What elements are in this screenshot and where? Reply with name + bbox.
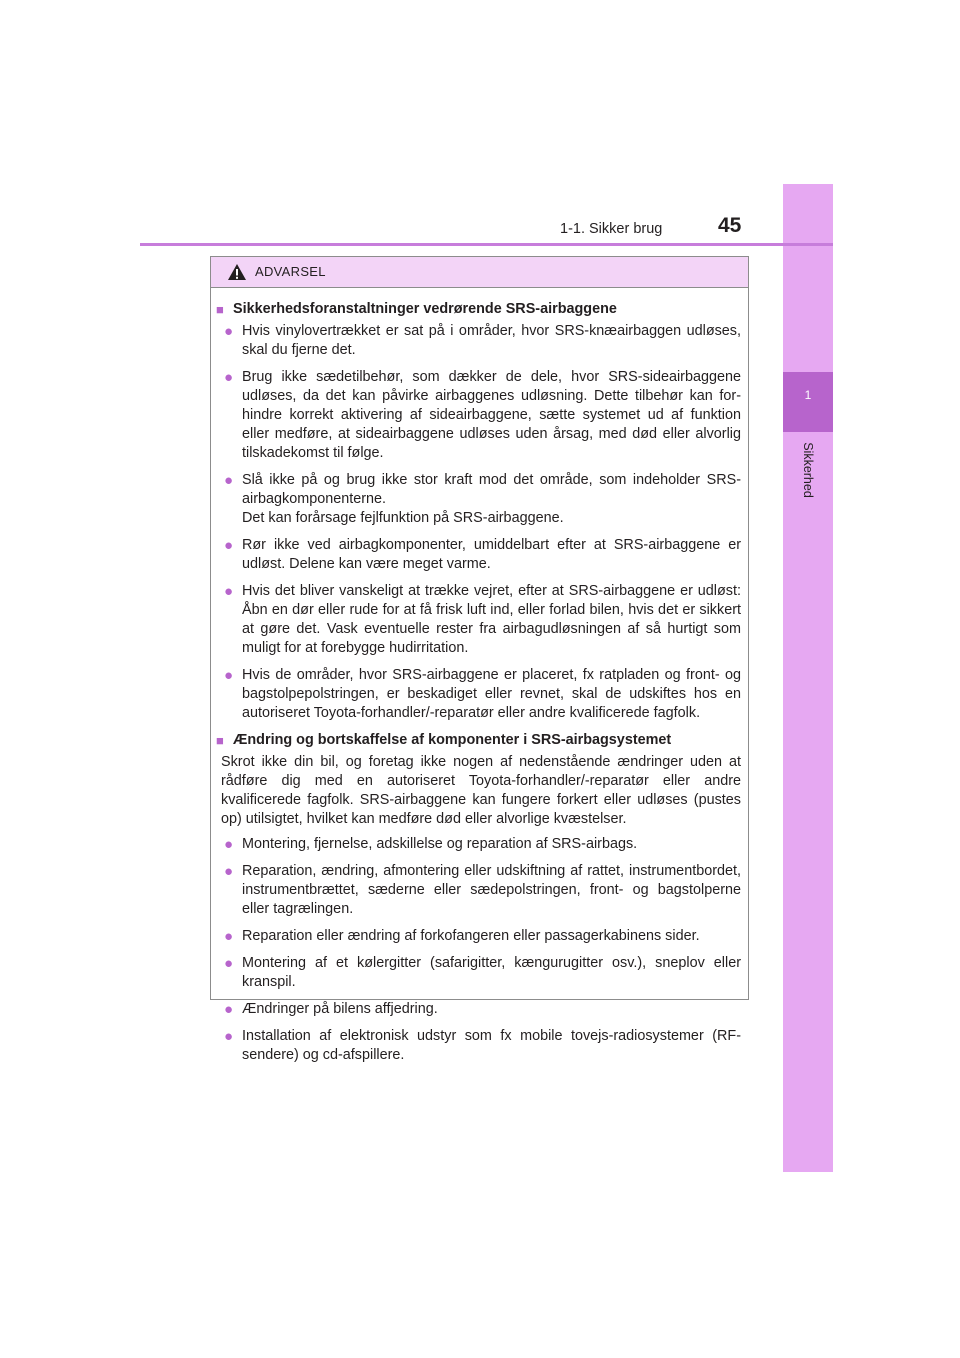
- bullet-icon: ●: [224, 472, 234, 489]
- section-heading: [216, 300, 741, 319]
- warning-triangle-icon: [227, 263, 247, 286]
- square-bullet-icon: ■: [216, 302, 224, 317]
- bullet-icon: ●: [224, 369, 234, 386]
- bullet-icon: ●: [224, 928, 234, 945]
- page-number: 45: [718, 214, 742, 237]
- list-item: ● Reparation eller ændring af forkofangeren eller passagerkabinens sider.: [216, 927, 741, 946]
- chapter-number-tab: [783, 372, 833, 432]
- list-item: ● Hvis det bliver vanskeligt at trække vejret, efter at SRS-airbaggene er udløst: Åbn en dør eller rude for at få frisk luft ind, eller forlad bilen, hvis det er sikkert at gøre det. Vask eventuelle rester fra airbagudløsningen af så hurtigt som muligt for at forebygge hudirritation.: [216, 582, 741, 658]
- section-title: 1-1. Sikker brug: [560, 221, 663, 237]
- square-bullet-icon: ■: [216, 733, 224, 748]
- section-paragraph: Skrot ikke din bil, og foretag ikke nogen af nedenstående ændringer uden at rådføre dig med en autoriseret Toyota-forhandler/-reparatør eller andre kvalificerede fagfolk. SRS-airbaggene kan fungere forkert eller udløses (pustes op) utilsigtet, hvilket kan medføre død eller alvorlige kvæstelser.: [221, 754, 741, 827]
- section-heading: [216, 731, 741, 750]
- bullet-icon: ●: [224, 323, 234, 340]
- chapter-number: 1: [804, 388, 812, 402]
- heading-text: Ændring og bortskaffelse af komponenter i SRS-airbagsystemet: [233, 732, 672, 748]
- warning-title: ADVARSEL: [255, 264, 326, 279]
- list-item: ● Montering, fjernelse, adskillelse og reparation af SRS-airbags.: [216, 835, 741, 854]
- bullet-icon: ●: [224, 836, 234, 853]
- warning-content: [211, 288, 748, 1065]
- bullet-icon: ●: [224, 537, 234, 554]
- list-item: ● Hvis de områder, hvor SRS-airbaggene er placeret, fx ratpladen og front- og bagstolpepolstringen, er beskadiget eller revnet, skal de udskiftes hos en autoriseret Toyota-forhandler/-reparatør eller andre kvalificerede fagfolk.: [216, 666, 741, 723]
- bullet-icon: ●: [224, 1001, 234, 1018]
- list-item: ● Montering af et kølergitter (safarigitter, kængurugitter osv.), sneplov eller kranspil.: [216, 954, 741, 992]
- heading-text: Sikkerhedsforanstaltninger vedrørende SRS-airbaggene: [233, 301, 617, 317]
- warning-box: [210, 256, 749, 1063]
- warning-header: [211, 257, 748, 288]
- list-item: ● Slå ikke på og brug ikke stor kraft mod det område, som indeholder SRS-airbagkomponenterne. Det kan forårsage fejlfunktion på SRS-airbaggene.: [216, 471, 741, 528]
- chapter-label: Sikkerhed: [801, 442, 815, 498]
- bullet-icon: ●: [224, 955, 234, 972]
- bullet-icon: ●: [224, 667, 234, 684]
- header-rule: [140, 243, 833, 246]
- list-item: ● Brug ikke sædetilbehør, som dækker de dele, hvor SRS-sideairbaggene udløses, da det kan påvirke airbaggenes udløsning. Dette tilbehør kan for-hindre korrekt aktivering af sideairbaggene, sætte systemet ud af funktion eller medføre, at sideairbaggene udløses uden årsag, med død eller alvorlig tilskadekomst til følge.: [216, 368, 741, 463]
- list-item: ● Reparation, ændring, afmontering eller udskiftning af rattet, instrumentbordet, instrumentbrættet, sæderne eller sædepolstringen, front- og bagstolperne eller tagrælingen.: [216, 862, 741, 919]
- bullet-icon: ●: [224, 863, 234, 880]
- chapter-side-tab: [783, 184, 833, 1172]
- list-item: ● Hvis vinylovertrækket er sat på i områder, hvor SRS-knæairbaggen udløses, skal du fjerne det.: [216, 322, 741, 360]
- list-item: ● Rør ikke ved airbagkomponenter, umiddelbart efter at SRS-airbaggene er udløst. Delene kan være meget varme.: [216, 536, 741, 574]
- bullet-icon: ●: [224, 583, 234, 600]
- list-item: ● Ændringer på bilens affjedring.: [216, 1000, 741, 1019]
- bullet-icon: ●: [224, 1028, 234, 1045]
- list-item: ● Installation af elektronisk udstyr som fx mobile tovejs-radiosystemer (RF-sendere) og cd-afspillere.: [216, 1027, 741, 1065]
